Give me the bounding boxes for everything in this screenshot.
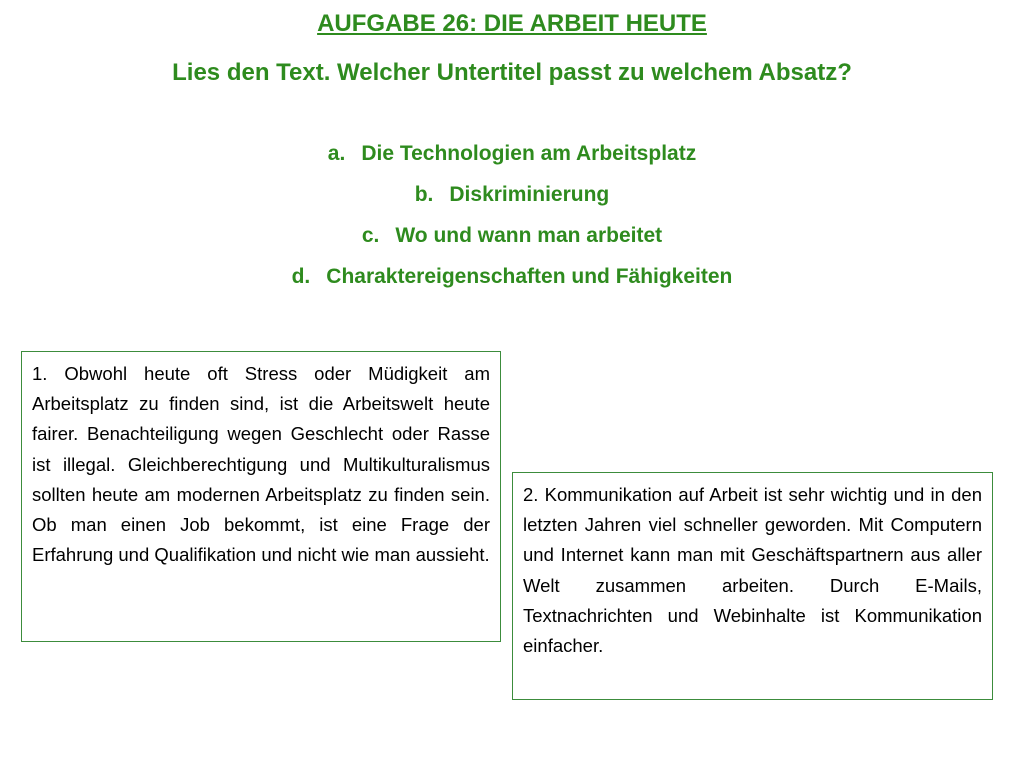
- paragraph-box-2: [512, 472, 993, 700]
- paragraph-text: 2. Kommunikation auf Arbeit ist sehr wichtig und in den letzten Jahren viel schneller geworden. Mit Computern und Internet kann man mit Geschäftspartnern aus aller Welt zusammen arbeiten. Durch E-Mails, Textnachrichten und Webinhalte ist Kommunikation einfacher.: [523, 484, 982, 657]
- option-item-c: [0, 219, 1024, 260]
- paragraph-text: 1. Obwohl heute oft Stress oder Müdigkeit am Arbeitsplatz zu finden sind, ist die Arbeitswelt heute fairer. Benachteiligung wegen Geschlecht oder Rasse ist illegal. Gleichberechtigung und Multikulturalismus sollten heute am modernen Arbeitsplatz zu finden sein. Ob man einen Job bekommt, ist eine Frage der Erfahrung und Qualifikation und nicht wie man aussieht.: [32, 363, 490, 566]
- page-title: AUFGABE 26: DIE ARBEIT HEUTE: [317, 10, 707, 37]
- option-item-a: [0, 137, 1024, 178]
- option-text: Charaktereigenschaften und Fähigkeiten: [326, 265, 733, 288]
- subtitle-options-list: [0, 137, 1024, 301]
- option-item-d: [0, 260, 1024, 301]
- option-letter: b.: [414, 183, 434, 206]
- option-letter: a.: [327, 142, 346, 165]
- option-letter: d.: [291, 265, 311, 288]
- option-text: Diskriminierung: [449, 183, 610, 206]
- option-item-b: [0, 178, 1024, 219]
- option-text: Die Technologien am Arbeitsplatz: [361, 142, 697, 165]
- option-text: Wo und wann man arbeitet: [395, 224, 663, 247]
- paragraph-box-1: [21, 351, 501, 642]
- task-instruction: Lies den Text. Welcher Untertitel passt zu welchem Absatz?: [172, 59, 852, 86]
- option-letter: c.: [361, 224, 380, 247]
